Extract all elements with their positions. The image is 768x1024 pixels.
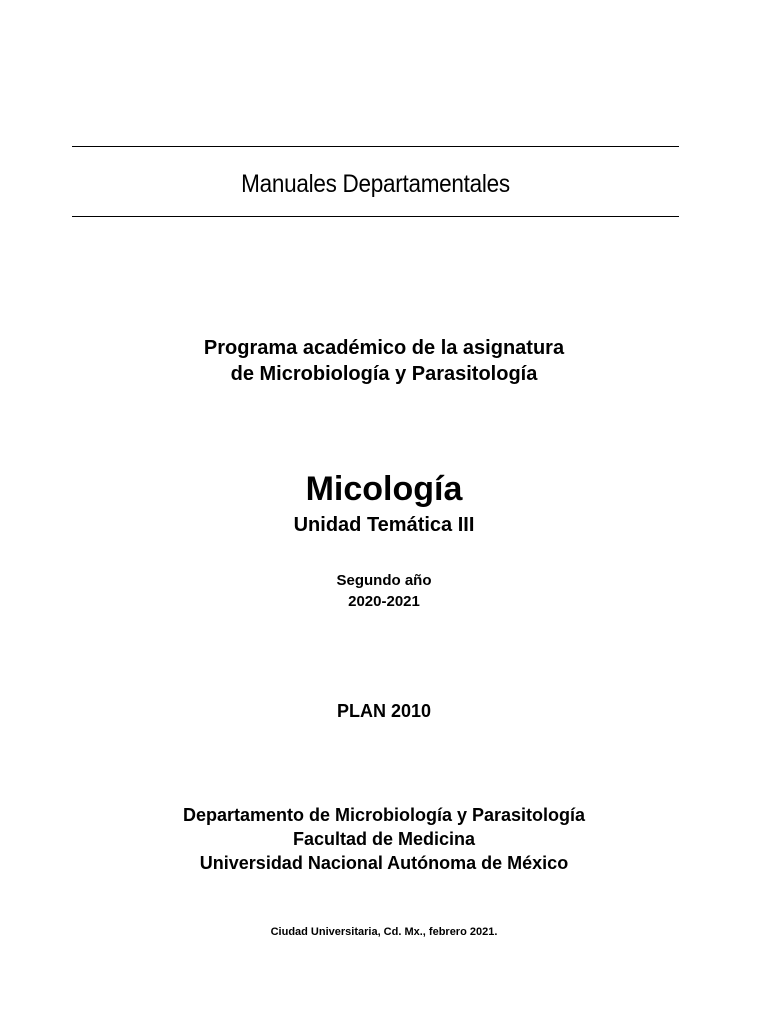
series-title: Manuales Departamentales <box>241 170 510 198</box>
document-title: Micología <box>305 470 463 508</box>
department-name: Departamento de Microbiología y Parasitología <box>182 805 586 825</box>
bottom-divider <box>72 216 679 217</box>
program-title-line-1: Programa académico de la asignatura <box>203 337 565 359</box>
university-name: Universidad Nacional Autónoma de México <box>199 853 569 873</box>
place-date-footer: Ciudad Universitaria, Cd. Mx., febrero 2021. <box>270 926 498 938</box>
faculty-name: Facultad de Medicina <box>292 829 476 849</box>
top-divider <box>72 146 679 147</box>
course-year-label: Segundo año <box>336 572 432 589</box>
unit-subtitle: Unidad Temática III <box>293 514 475 536</box>
program-title-line-2: de Microbiología y Parasitología <box>230 363 538 385</box>
academic-year-range: 2020-2021 <box>348 593 420 610</box>
plan-label: PLAN 2010 <box>336 701 432 721</box>
